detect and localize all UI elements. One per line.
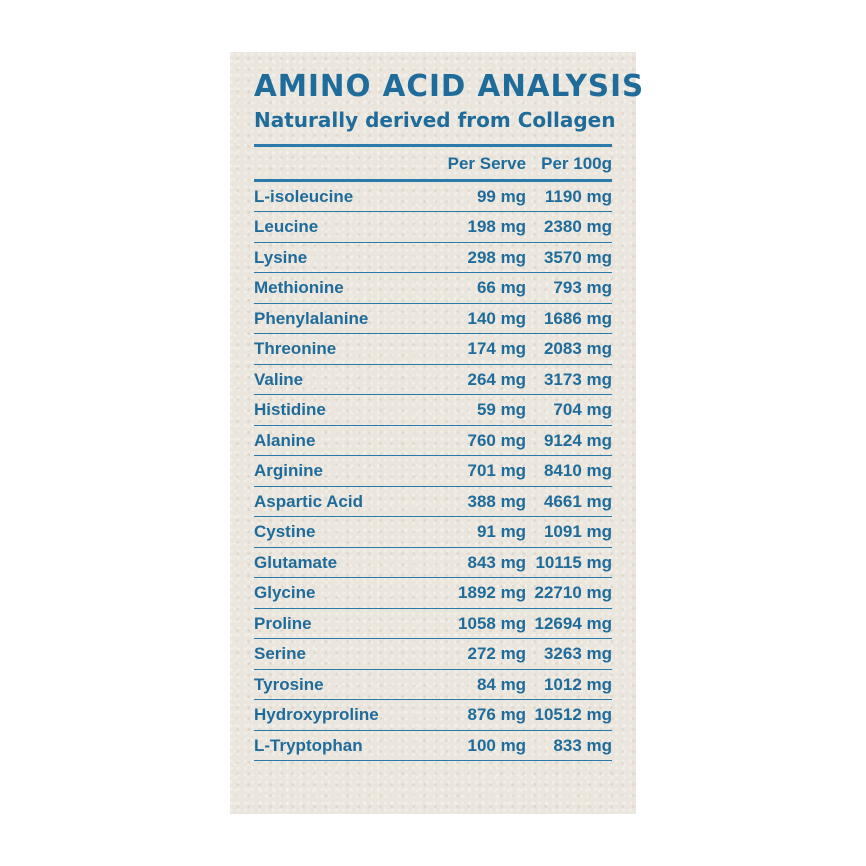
per-serve-value: 298 mg: [440, 242, 526, 273]
amino-acid-name: Aspartic Acid: [254, 486, 440, 517]
amino-acid-name: Phenylalanine: [254, 303, 440, 334]
amino-acid-name: Histidine: [254, 395, 440, 426]
table-row: [254, 517, 612, 548]
per-100g-value: 8410 mg: [526, 456, 612, 487]
per-serve-value: 140 mg: [440, 303, 526, 334]
table-row: [254, 730, 612, 761]
amino-acid-card: [230, 52, 645, 814]
per-serve-value: 1058 mg: [440, 608, 526, 639]
per-100g-value: 2083 mg: [526, 334, 612, 365]
table-row: [254, 334, 612, 365]
amino-acid-name: Leucine: [254, 212, 440, 243]
table-row: [254, 486, 612, 517]
per-serve-value: 99 mg: [440, 180, 526, 212]
column-header-name: [254, 149, 440, 180]
table-body: [254, 180, 612, 761]
per-serve-value: 1892 mg: [440, 578, 526, 609]
per-serve-value: 701 mg: [440, 456, 526, 487]
header-divider: [254, 144, 612, 147]
table-row: [254, 639, 612, 670]
per-100g-value: 704 mg: [526, 395, 612, 426]
table-row: [254, 212, 612, 243]
amino-acid-name: Serine: [254, 639, 440, 670]
column-header-per-100g: Per 100g: [526, 149, 612, 180]
per-100g-value: 9124 mg: [526, 425, 612, 456]
table-row: [254, 608, 612, 639]
amino-acid-name: Alanine: [254, 425, 440, 456]
per-100g-value: 1190 mg: [526, 180, 612, 212]
per-serve-value: 198 mg: [440, 212, 526, 243]
per-serve-value: 272 mg: [440, 639, 526, 670]
table-row: [254, 700, 612, 731]
per-100g-value: 12694 mg: [526, 608, 612, 639]
amino-acid-name: Methionine: [254, 273, 440, 304]
amino-acid-name: Proline: [254, 608, 440, 639]
per-100g-value: 793 mg: [526, 273, 612, 304]
table-header-row: [254, 149, 612, 180]
per-serve-value: 100 mg: [440, 730, 526, 761]
per-100g-value: 1686 mg: [526, 303, 612, 334]
amino-acid-name: Hydroxyproline: [254, 700, 440, 731]
amino-acid-name: Cystine: [254, 517, 440, 548]
per-100g-value: 4661 mg: [526, 486, 612, 517]
amino-acid-name: L-Tryptophan: [254, 730, 440, 761]
amino-acid-name: Arginine: [254, 456, 440, 487]
per-serve-value: 66 mg: [440, 273, 526, 304]
amino-acid-name: Threonine: [254, 334, 440, 365]
per-serve-value: 388 mg: [440, 486, 526, 517]
per-serve-value: 59 mg: [440, 395, 526, 426]
per-serve-value: 843 mg: [440, 547, 526, 578]
per-100g-value: 833 mg: [526, 730, 612, 761]
amino-acid-table: [254, 149, 612, 761]
table-row: [254, 547, 612, 578]
table-row: [254, 303, 612, 334]
per-100g-value: 3173 mg: [526, 364, 612, 395]
page-title: AMINO ACID ANALYSIS: [254, 69, 645, 104]
amino-acid-name: L-isoleucine: [254, 180, 440, 212]
per-serve-value: 91 mg: [440, 517, 526, 548]
table-row: [254, 273, 612, 304]
table-row: [254, 180, 612, 212]
amino-acid-name: Tyrosine: [254, 669, 440, 700]
table-row: [254, 456, 612, 487]
per-100g-value: 10115 mg: [526, 547, 612, 578]
per-100g-value: 1091 mg: [526, 517, 612, 548]
per-serve-value: 876 mg: [440, 700, 526, 731]
per-100g-value: 10512 mg: [526, 700, 612, 731]
per-serve-value: 174 mg: [440, 334, 526, 365]
amino-acid-name: Lysine: [254, 242, 440, 273]
table-row: [254, 425, 612, 456]
per-100g-value: 1012 mg: [526, 669, 612, 700]
per-serve-value: 760 mg: [440, 425, 526, 456]
column-header-per-serve: Per Serve: [440, 149, 526, 180]
table-row: [254, 364, 612, 395]
per-100g-value: 3570 mg: [526, 242, 612, 273]
per-serve-value: 264 mg: [440, 364, 526, 395]
per-100g-value: 3263 mg: [526, 639, 612, 670]
page-subtitle: Naturally derived from Collagen: [254, 108, 616, 132]
table-row: [254, 578, 612, 609]
table-row: [254, 242, 612, 273]
per-100g-value: 2380 mg: [526, 212, 612, 243]
per-serve-value: 84 mg: [440, 669, 526, 700]
amino-acid-name: Glutamate: [254, 547, 440, 578]
amino-acid-name: Glycine: [254, 578, 440, 609]
per-100g-value: 22710 mg: [526, 578, 612, 609]
table-row: [254, 669, 612, 700]
table-row: [254, 395, 612, 426]
amino-acid-name: Valine: [254, 364, 440, 395]
